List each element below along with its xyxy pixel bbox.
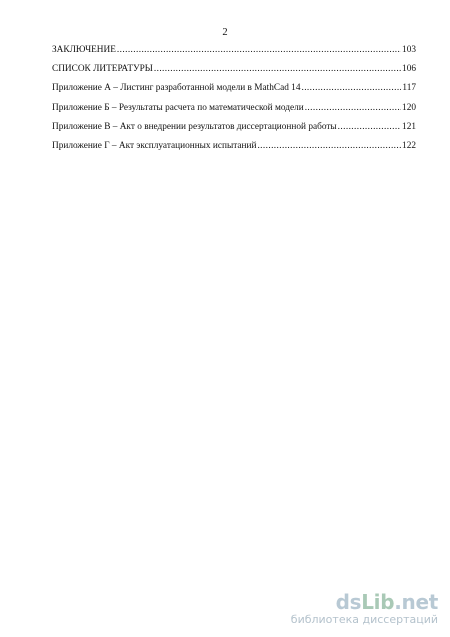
watermark-logo-ds: ds <box>335 590 362 614</box>
toc-leader-dots <box>338 123 401 132</box>
toc-entry-page: 120 <box>402 102 416 113</box>
toc-entry-appendix-g[interactable] <box>52 142 416 161</box>
toc-entry-label: СПИСОК ЛИТЕРАТУРЫ <box>52 64 153 75</box>
watermark-logo-lib: Lib <box>361 590 395 614</box>
table-of-contents <box>52 46 416 161</box>
watermark-logo <box>291 592 438 612</box>
watermark-logo-net: .net <box>394 590 438 614</box>
toc-entry-page: 103 <box>402 45 416 55</box>
toc-entry-references[interactable] <box>52 65 416 84</box>
toc-entry-label: ЗАКЛЮЧЕНИЕ <box>52 45 116 55</box>
toc-leader-dots <box>301 84 401 93</box>
toc-entry-label: Приложение В – Акт о внедрении результатов диссертационной работы <box>52 121 337 132</box>
toc-leader-dots <box>257 142 401 151</box>
watermark <box>291 592 438 627</box>
page-number: 2 <box>222 27 228 38</box>
toc-entry-appendix-a[interactable] <box>52 84 416 103</box>
toc-entry-appendix-v[interactable] <box>52 123 416 142</box>
toc-entry-page: 106 <box>402 64 416 75</box>
toc-leader-dots <box>117 46 401 55</box>
toc-entry-label: Приложение Г – Акт эксплуатационных испытаний <box>52 140 257 151</box>
toc-leader-dots <box>305 104 401 113</box>
toc-entry-label: Приложение А – Листинг разработанной модели в MathCad 14 <box>52 83 301 94</box>
toc-entry-label: Приложение Б – Результаты расчета по математической модели <box>52 102 304 113</box>
toc-entry-page: 122 <box>402 140 416 151</box>
toc-entry-page: 121 <box>402 121 416 132</box>
toc-leader-dots <box>154 65 401 74</box>
toc-entry-conclusion[interactable] <box>52 46 416 65</box>
toc-entry-page: 117 <box>402 83 416 94</box>
watermark-subtitle: библиотека диссертаций <box>290 613 438 626</box>
toc-entry-appendix-b[interactable] <box>52 104 416 123</box>
